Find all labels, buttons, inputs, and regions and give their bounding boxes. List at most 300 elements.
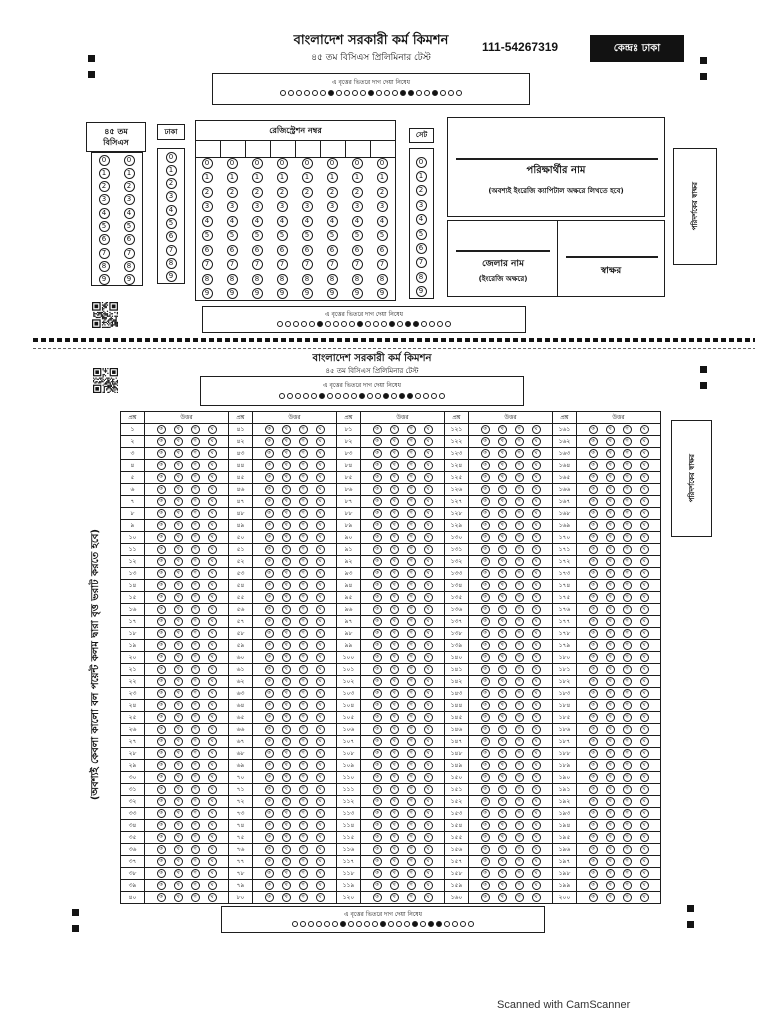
answer-options bbox=[253, 700, 337, 712]
answer-bubble: ঘ bbox=[316, 569, 325, 578]
question-number: ১৬৮ bbox=[553, 508, 577, 520]
answer-bubble: গ bbox=[515, 485, 524, 494]
answer-bubble: ঘ bbox=[424, 497, 433, 506]
registration-entry-cell bbox=[246, 141, 271, 157]
answer-bubble: ক bbox=[157, 593, 166, 602]
empty-timing-mark bbox=[285, 321, 291, 327]
answer-bubble: গ bbox=[623, 593, 632, 602]
answer-bubble: ক bbox=[265, 809, 274, 818]
answer-options bbox=[469, 424, 553, 436]
answer-bubble: ঘ bbox=[208, 677, 217, 686]
empty-timing-mark bbox=[343, 393, 349, 399]
answer-bubble: ঘ bbox=[424, 833, 433, 842]
answer-bubble: খ bbox=[282, 689, 291, 698]
answer-bubble: খ bbox=[174, 605, 183, 614]
question-number: ১১০ bbox=[337, 772, 361, 784]
answer-options bbox=[577, 700, 661, 712]
question-number: ১১৬ bbox=[337, 844, 361, 856]
answer-row bbox=[121, 748, 661, 760]
answer-bubble: গ bbox=[407, 629, 416, 638]
empty-timing-mark bbox=[384, 90, 390, 96]
answer-bubble: ঘ bbox=[208, 545, 217, 554]
registration-digit-bubble: 3 bbox=[377, 201, 388, 212]
answer-bubble: ক bbox=[481, 701, 490, 710]
answer-bubble: গ bbox=[407, 557, 416, 566]
answer-bubble: খ bbox=[174, 557, 183, 566]
timing-mark-box-top bbox=[212, 73, 530, 105]
answer-bubble: খ bbox=[498, 509, 507, 518]
registration-number-block bbox=[195, 120, 396, 301]
registration-digit-bubble: 0 bbox=[227, 158, 238, 169]
answer-options bbox=[577, 676, 661, 688]
answer-bubble: গ bbox=[515, 533, 524, 542]
question-number: ১৭৭ bbox=[553, 616, 577, 628]
empty-timing-mark bbox=[335, 393, 341, 399]
registration-digit-bubble: 9 bbox=[377, 288, 388, 299]
question-number: ১৬ bbox=[121, 604, 145, 616]
answer-bubble: ঘ bbox=[532, 569, 541, 578]
answer-options bbox=[469, 832, 553, 844]
empty-timing-mark bbox=[336, 90, 342, 96]
answer-bubble: ক bbox=[373, 785, 382, 794]
answer-bubble: খ bbox=[606, 557, 615, 566]
answer-bubble: ঘ bbox=[316, 737, 325, 746]
answer-row bbox=[121, 460, 661, 472]
answer-bubble: ঘ bbox=[208, 485, 217, 494]
set-label: সেট bbox=[409, 128, 434, 143]
empty-timing-mark bbox=[349, 321, 355, 327]
empty-timing-mark bbox=[293, 321, 299, 327]
answer-options bbox=[145, 892, 229, 904]
question-column-header: প্রশ্ন bbox=[553, 412, 577, 424]
answer-bubble: ক bbox=[157, 485, 166, 494]
answer-options bbox=[469, 460, 553, 472]
registration-digit-bubble: 6 bbox=[377, 245, 388, 256]
answer-bubble: ক bbox=[157, 773, 166, 782]
empty-timing-mark bbox=[308, 921, 314, 927]
question-number: ১৯৪ bbox=[553, 820, 577, 832]
answer-bubble: খ bbox=[606, 461, 615, 470]
question-number: ১৮৮ bbox=[553, 748, 577, 760]
empty-timing-mark bbox=[332, 921, 338, 927]
answer-bubble: ক bbox=[481, 833, 490, 842]
question-number: ১৮৭ bbox=[553, 736, 577, 748]
set-digit-bubble: 0 bbox=[416, 157, 427, 168]
answer-bubble: গ bbox=[299, 641, 308, 650]
exam-code-digit-bubble: 8 bbox=[124, 261, 135, 272]
answer-options bbox=[577, 856, 661, 868]
answer-bubble: খ bbox=[174, 761, 183, 770]
question-number: ৫৩ bbox=[229, 568, 253, 580]
answer-bubble: ঘ bbox=[640, 593, 649, 602]
answer-bubble: খ bbox=[174, 509, 183, 518]
registration-digit-bubble: 3 bbox=[327, 201, 338, 212]
answer-bubble: খ bbox=[390, 629, 399, 638]
answer-bubble: ক bbox=[265, 485, 274, 494]
answer-bubble: খ bbox=[606, 761, 615, 770]
answer-row bbox=[121, 772, 661, 784]
answer-bubble: ক bbox=[157, 749, 166, 758]
answer-options bbox=[469, 700, 553, 712]
answer-bubble: গ bbox=[623, 473, 632, 482]
question-number: ১৬৪ bbox=[553, 460, 577, 472]
answer-bubble: গ bbox=[191, 797, 200, 806]
answer-bubble: ক bbox=[481, 821, 490, 830]
question-number: ৪১ bbox=[229, 424, 253, 436]
answer-bubble: ক bbox=[481, 569, 490, 578]
answer-bubble: গ bbox=[515, 497, 524, 506]
answer-options bbox=[577, 568, 661, 580]
answer-bubble: ক bbox=[589, 641, 598, 650]
answer-bubble: ক bbox=[373, 509, 382, 518]
question-number: ৮৯ bbox=[337, 520, 361, 532]
answer-bubble: খ bbox=[390, 653, 399, 662]
answer-bubble: ক bbox=[481, 593, 490, 602]
question-number: ১৫৭ bbox=[445, 856, 469, 868]
answer-bubble: ঘ bbox=[424, 461, 433, 470]
answer-bubble: ঘ bbox=[640, 893, 649, 902]
answer-bubble: ক bbox=[373, 869, 382, 878]
answer-bubble: গ bbox=[299, 569, 308, 578]
answer-bubble: খ bbox=[282, 581, 291, 590]
answer-bubble: ঘ bbox=[532, 833, 541, 842]
answer-bubble: খ bbox=[390, 473, 399, 482]
answer-bubble: গ bbox=[299, 761, 308, 770]
answer-bubble: গ bbox=[299, 797, 308, 806]
answer-bubble: ঘ bbox=[640, 437, 649, 446]
answer-bubble: গ bbox=[623, 785, 632, 794]
exam-code-digit-bubble: 7 bbox=[99, 248, 110, 259]
answer-bubble: গ bbox=[407, 665, 416, 674]
registration-digit-bubble: 0 bbox=[277, 158, 288, 169]
question-number: ২৪ bbox=[121, 700, 145, 712]
answer-bubble: ঘ bbox=[424, 881, 433, 890]
answer-bubble: ঘ bbox=[532, 689, 541, 698]
answer-bubble: খ bbox=[390, 725, 399, 734]
question-number: ১২১ bbox=[445, 424, 469, 436]
answer-bubble: ঘ bbox=[640, 665, 649, 674]
empty-timing-mark bbox=[309, 321, 315, 327]
answer-options bbox=[253, 868, 337, 880]
registration-digit-bubble: 7 bbox=[377, 259, 388, 270]
answer-bubble: ক bbox=[373, 497, 382, 506]
registration-entry-cell bbox=[346, 141, 371, 157]
answer-options bbox=[469, 784, 553, 796]
answer-bubble: গ bbox=[515, 557, 524, 566]
answer-bubble: ঘ bbox=[424, 581, 433, 590]
answer-options bbox=[577, 784, 661, 796]
answer-bubble: গ bbox=[623, 653, 632, 662]
answer-bubble: খ bbox=[390, 569, 399, 578]
invigilator-signature-label: পরিদর্শকের স্বাক্ষর bbox=[687, 454, 696, 503]
registration-digit-bubble: 7 bbox=[327, 259, 338, 270]
answer-bubble: ঘ bbox=[532, 797, 541, 806]
answer-bubble: ঘ bbox=[316, 533, 325, 542]
answer-bubble: গ bbox=[515, 509, 524, 518]
question-number: ১৫ bbox=[121, 592, 145, 604]
answer-bubble: খ bbox=[498, 485, 507, 494]
filled-timing-mark bbox=[405, 321, 411, 327]
question-number: ১৬৯ bbox=[553, 520, 577, 532]
registration-digit-bubble: 8 bbox=[277, 274, 288, 285]
registration-digit-bubble: 1 bbox=[327, 172, 338, 183]
answer-bubble: ক bbox=[589, 713, 598, 722]
filled-timing-mark bbox=[436, 921, 442, 927]
answer-bubble: খ bbox=[498, 857, 507, 866]
answer-bubble: ক bbox=[373, 617, 382, 626]
answer-bubble: ঘ bbox=[424, 665, 433, 674]
answer-bubble: খ bbox=[174, 689, 183, 698]
answer-bubble: ক bbox=[157, 629, 166, 638]
answer-bubble: ক bbox=[481, 545, 490, 554]
answer-bubble: ঘ bbox=[532, 497, 541, 506]
question-number: ৮৬ bbox=[337, 484, 361, 496]
question-number: ১৩৪ bbox=[445, 580, 469, 592]
answer-options bbox=[253, 856, 337, 868]
answer-bubble: গ bbox=[191, 653, 200, 662]
answer-bubble: ক bbox=[265, 737, 274, 746]
answer-bubble: ক bbox=[265, 665, 274, 674]
answer-bubble: গ bbox=[623, 497, 632, 506]
empty-timing-mark bbox=[341, 321, 347, 327]
answer-bubble: ঘ bbox=[316, 557, 325, 566]
question-number: ১৭৫ bbox=[553, 592, 577, 604]
answer-bubble: খ bbox=[498, 461, 507, 470]
registration-square-mark bbox=[687, 921, 694, 928]
answer-bubble: গ bbox=[299, 773, 308, 782]
answer-options bbox=[145, 628, 229, 640]
answer-bubble: গ bbox=[407, 617, 416, 626]
answer-options bbox=[361, 676, 445, 688]
answer-bubble: গ bbox=[515, 893, 524, 902]
center-code-digit-bubble: 9 bbox=[166, 271, 177, 282]
answer-bubble: খ bbox=[282, 557, 291, 566]
answer-options bbox=[469, 532, 553, 544]
answer-bubble: গ bbox=[407, 497, 416, 506]
answer-row bbox=[121, 688, 661, 700]
answer-bubble: খ bbox=[606, 713, 615, 722]
answer-bubble: ক bbox=[157, 701, 166, 710]
commission-title: বাংলাদেশ সরকারী কর্ম কিমশন bbox=[293, 33, 449, 48]
answer-bubble: ক bbox=[265, 821, 274, 830]
answer-bubble: ঘ bbox=[640, 821, 649, 830]
answer-bubble: গ bbox=[407, 737, 416, 746]
empty-timing-mark bbox=[333, 321, 339, 327]
question-number: ১৫৫ bbox=[445, 832, 469, 844]
answer-bubble: খ bbox=[498, 713, 507, 722]
empty-timing-mark bbox=[416, 90, 422, 96]
answer-bubble: ঘ bbox=[424, 809, 433, 818]
answer-bubble: খ bbox=[498, 497, 507, 506]
question-number: ৯৬ bbox=[337, 604, 361, 616]
answer-options bbox=[577, 460, 661, 472]
answer-bubble: গ bbox=[299, 821, 308, 830]
answer-bubble: ঘ bbox=[640, 725, 649, 734]
timing-mark-row bbox=[201, 393, 523, 399]
question-number: ১৪৫ bbox=[445, 712, 469, 724]
answer-bubble: ক bbox=[589, 821, 598, 830]
answer-bubble: ঘ bbox=[532, 485, 541, 494]
answer-options bbox=[469, 472, 553, 484]
empty-timing-mark bbox=[372, 921, 378, 927]
answer-bubble: খ bbox=[498, 581, 507, 590]
empty-timing-mark bbox=[391, 393, 397, 399]
registration-square-mark bbox=[72, 909, 79, 916]
exam-code-digit-bubble: 3 bbox=[124, 194, 135, 205]
question-number: ১৪০ bbox=[445, 652, 469, 664]
question-number: ১৮০ bbox=[553, 652, 577, 664]
answer-bubble: ক bbox=[157, 785, 166, 794]
empty-timing-mark bbox=[303, 393, 309, 399]
question-number: ১১১ bbox=[337, 784, 361, 796]
answer-options bbox=[577, 808, 661, 820]
scanner-watermark: Scanned with CamScanner bbox=[497, 999, 631, 1011]
registration-digit-bubble: 0 bbox=[352, 158, 363, 169]
answer-row bbox=[121, 448, 661, 460]
answer-bubble: ক bbox=[373, 437, 382, 446]
answer-bubble: খ bbox=[606, 701, 615, 710]
answer-bubble: ক bbox=[589, 605, 598, 614]
registration-digit-bubble: 4 bbox=[302, 216, 313, 227]
question-number: ৫২ bbox=[229, 556, 253, 568]
answer-bubble: ঘ bbox=[640, 773, 649, 782]
answer-bubble: খ bbox=[390, 845, 399, 854]
exam-code-digit-bubble: 6 bbox=[124, 234, 135, 245]
answer-bubble: ক bbox=[589, 461, 598, 470]
question-number: ১৪৬ bbox=[445, 724, 469, 736]
answer-bubble: খ bbox=[282, 737, 291, 746]
answer-bubble: গ bbox=[407, 857, 416, 866]
answer-bubble: ক bbox=[373, 773, 382, 782]
answer-bubble: ক bbox=[265, 461, 274, 470]
question-number: ১৭ bbox=[121, 616, 145, 628]
answer-options bbox=[361, 508, 445, 520]
answer-bubble: ক bbox=[373, 881, 382, 890]
question-number: ১০৫ bbox=[337, 712, 361, 724]
answer-row bbox=[121, 700, 661, 712]
answer-bubble: গ bbox=[623, 461, 632, 470]
answer-bubble: গ bbox=[299, 449, 308, 458]
answer-bubble: খ bbox=[282, 569, 291, 578]
question-number: ১৬০ bbox=[445, 892, 469, 904]
question-number: ১৫৯ bbox=[445, 880, 469, 892]
question-number: ১২৪ bbox=[445, 460, 469, 472]
question-number: ১১৩ bbox=[337, 808, 361, 820]
invigilator-signature-label: পরিদর্শকের স্বাক্ষর bbox=[691, 182, 699, 231]
answer-bubble: খ bbox=[282, 425, 291, 434]
answer-bubble: খ bbox=[282, 545, 291, 554]
answer-bubble: খ bbox=[282, 785, 291, 794]
answer-options bbox=[577, 832, 661, 844]
answer-row bbox=[121, 520, 661, 532]
answer-bubble: খ bbox=[282, 497, 291, 506]
answer-bubble: খ bbox=[606, 641, 615, 650]
question-number: ১১৫ bbox=[337, 832, 361, 844]
answer-bubble: গ bbox=[515, 809, 524, 818]
answer-bubble: ঘ bbox=[532, 809, 541, 818]
question-number: ৭৮ bbox=[229, 868, 253, 880]
question-number: ১৯১ bbox=[553, 784, 577, 796]
empty-timing-mark bbox=[439, 393, 445, 399]
answer-bubble: খ bbox=[282, 653, 291, 662]
answer-bubble: ক bbox=[157, 449, 166, 458]
answer-bubble: গ bbox=[191, 665, 200, 674]
answer-bubble: ঘ bbox=[532, 701, 541, 710]
question-number: ৫ bbox=[121, 472, 145, 484]
timing-mark-row bbox=[222, 921, 544, 927]
answer-bubble: গ bbox=[191, 437, 200, 446]
answer-options bbox=[361, 700, 445, 712]
set-digit-bubble: 1 bbox=[416, 171, 427, 182]
answer-bubble: গ bbox=[407, 845, 416, 854]
answer-row bbox=[121, 676, 661, 688]
question-number: ৪২ bbox=[229, 436, 253, 448]
answer-bubble: গ bbox=[191, 857, 200, 866]
answer-options bbox=[253, 436, 337, 448]
question-number: ১৯৬ bbox=[553, 844, 577, 856]
district-name-hint: (ইংরেজি অক্ষরে) bbox=[478, 275, 528, 283]
answer-bubble: ক bbox=[481, 461, 490, 470]
question-number: ১০ bbox=[121, 532, 145, 544]
answer-options bbox=[145, 544, 229, 556]
commission-title-lower: বাংলাদেশ সরকারী কর্ম কিমশন bbox=[312, 353, 432, 364]
answer-bubble: ঘ bbox=[208, 881, 217, 890]
answer-bubble: ঘ bbox=[532, 641, 541, 650]
answer-bubble: গ bbox=[515, 821, 524, 830]
answer-options bbox=[253, 460, 337, 472]
answer-bubble: ঘ bbox=[316, 437, 325, 446]
answer-bubble: ক bbox=[373, 821, 382, 830]
answer-bubble: ক bbox=[589, 593, 598, 602]
answer-bubble: গ bbox=[407, 893, 416, 902]
answer-bubble: ক bbox=[373, 605, 382, 614]
answer-bubble: গ bbox=[407, 521, 416, 530]
answer-bubble: খ bbox=[498, 845, 507, 854]
answer-bubble: গ bbox=[623, 821, 632, 830]
answer-bubble: ক bbox=[481, 785, 490, 794]
question-number: ৫১ bbox=[229, 544, 253, 556]
answer-options bbox=[145, 436, 229, 448]
answer-bubble: গ bbox=[407, 533, 416, 542]
answer-bubble: গ bbox=[623, 773, 632, 782]
question-number: ১৯ bbox=[121, 640, 145, 652]
answer-bubble: ঘ bbox=[640, 521, 649, 530]
answer-bubble: ক bbox=[157, 821, 166, 830]
question-number: ৪৭ bbox=[229, 496, 253, 508]
answer-bubble: ঘ bbox=[532, 761, 541, 770]
question-number: ৫৬ bbox=[229, 604, 253, 616]
answer-bubble: ক bbox=[589, 833, 598, 842]
answer-bubble: খ bbox=[606, 833, 615, 842]
question-number: ৪৯ bbox=[229, 520, 253, 532]
answer-bubble: খ bbox=[282, 449, 291, 458]
answer-bubble: গ bbox=[623, 725, 632, 734]
answer-bubble: ক bbox=[589, 449, 598, 458]
answer-bubble: গ bbox=[191, 845, 200, 854]
question-number: ৬৪ bbox=[229, 700, 253, 712]
answer-bubble: ক bbox=[265, 437, 274, 446]
answer-options bbox=[577, 844, 661, 856]
answer-bubble: খ bbox=[174, 821, 183, 830]
answer-bubble: ঘ bbox=[316, 761, 325, 770]
answer-bubble: খ bbox=[282, 665, 291, 674]
answer-bubble: খ bbox=[390, 773, 399, 782]
answer-bubble: ক bbox=[589, 893, 598, 902]
exam-code-line1: ৪৫ তম bbox=[104, 127, 128, 136]
answer-column-header: উত্তর bbox=[361, 412, 445, 424]
candidate-signature-label: স্বাক্ষর bbox=[600, 266, 622, 276]
answer-bubble: খ bbox=[174, 593, 183, 602]
